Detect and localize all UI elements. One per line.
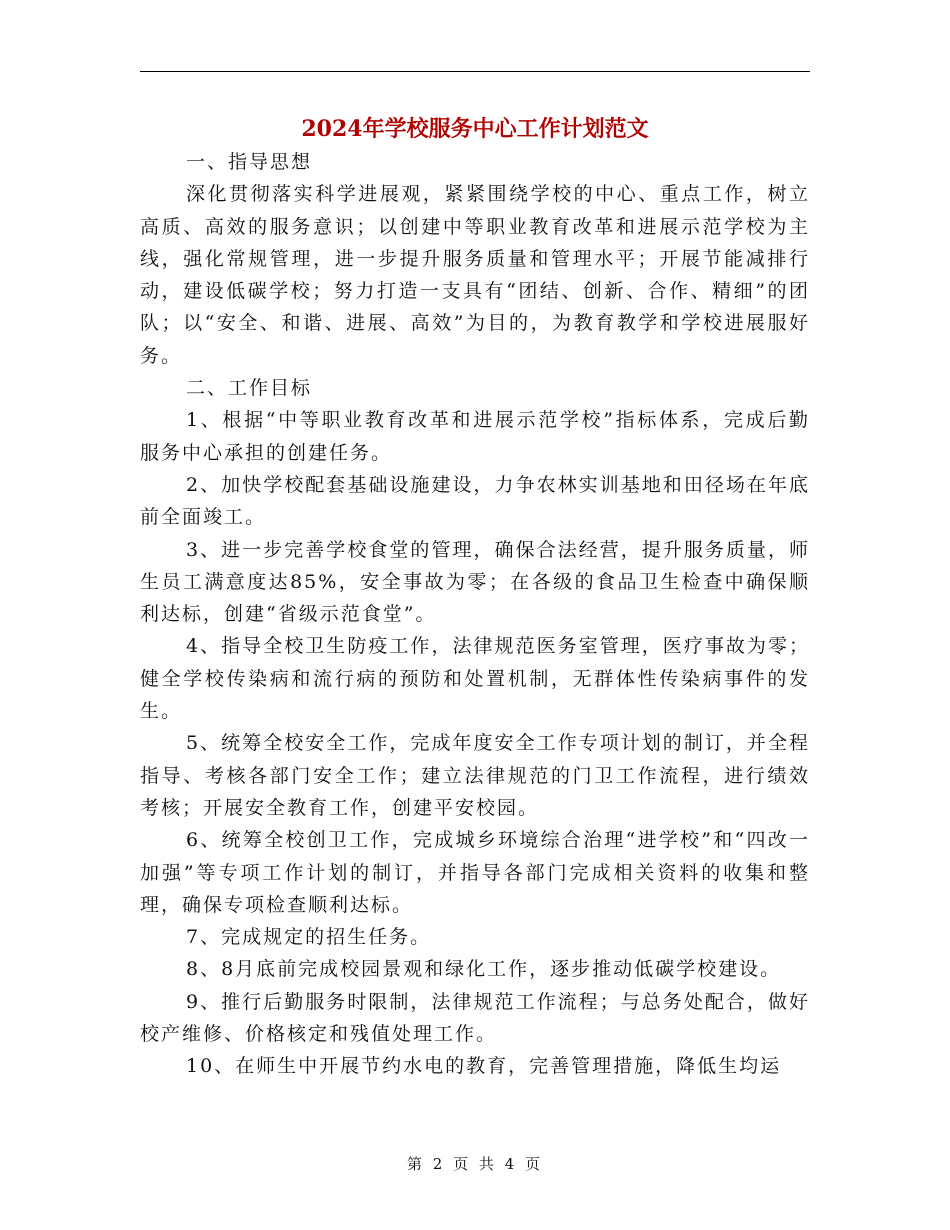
list-item: 3、进一步完善学校食堂的管理，确保合法经营，提升服务质量，师生员工满意度达85%，安全事故为零；在各级的食品卫生检查中确保顺利达标，创建“省级示范食堂”。 xyxy=(140,538,810,626)
section-heading: 一、指导思想 xyxy=(186,151,313,173)
list-item: 7、完成规定的招生任务。 xyxy=(186,926,432,949)
header-rule xyxy=(140,71,810,72)
list-item: 8、8月底前完成校园景观和绿化工作，逐步推动低碳学校建设。 xyxy=(186,958,782,981)
list-item: 9、推行后勤服务时限制，法律规范工作流程；与总务处配合，做好校产维修、价格核定和残值处理工作。 xyxy=(140,990,810,1046)
document-title: 2024年学校服务中心工作计划范文 xyxy=(301,116,649,142)
paragraph: 深化贯彻落实科学进展观，紧紧围绕学校的中心、重点工作，树立高质、高效的服务意识；以创建中等职业教育改革和进展示范学校为主线，强化常规管理，进一步提升服务质量和管理水平；开展节能减排行动，建设低碳学校；努力打造一支具有“团结、创新、合作、精细”的团队；以“安全、和谐、进展、高效”为目的，为教育教学和学校进展服好务。 xyxy=(140,183,810,367)
document-body xyxy=(140,146,810,1083)
list-item: 5、统筹全校安全工作，完成年度安全工作专项计划的制订，并全程指导、考核各部门安全工作；建立法律规范的门卫工作流程，进行绩效考核；开展安全教育工作，创建平安校园。 xyxy=(140,732,810,819)
section-heading: 二、工作目标 xyxy=(186,377,313,400)
list-item: 1、根据“中等职业教育改革和进展示范学校”指标体系，完成后勤服务中心承担的创建任务。 xyxy=(140,409,810,464)
list-item: 10、在师生中开展节约水电的教育，完善管理措施，降低生均运 xyxy=(186,1055,782,1078)
list-item: 4、指导全校卫生防疫工作，法律规范医务室管理，医疗事故为零；健全学校传染病和流行病的预防和处置机制，无群体性传染病事件的发生。 xyxy=(140,635,810,723)
list-item: 2、加快学校配套基础设施建设，力争农林实训基地和田径场在年底前全面竣工。 xyxy=(140,473,810,529)
list-item: 6、统筹全校创卫工作，完成城乡环境综合治理“进学校”和“四改一加强”等专项工作计划的制订，并指导各部门完成相关资料的收集和整理，确保专项检查顺利达标。 xyxy=(140,829,810,916)
page-number-footer: 第 2 页 共 4 页 xyxy=(407,1155,543,1173)
